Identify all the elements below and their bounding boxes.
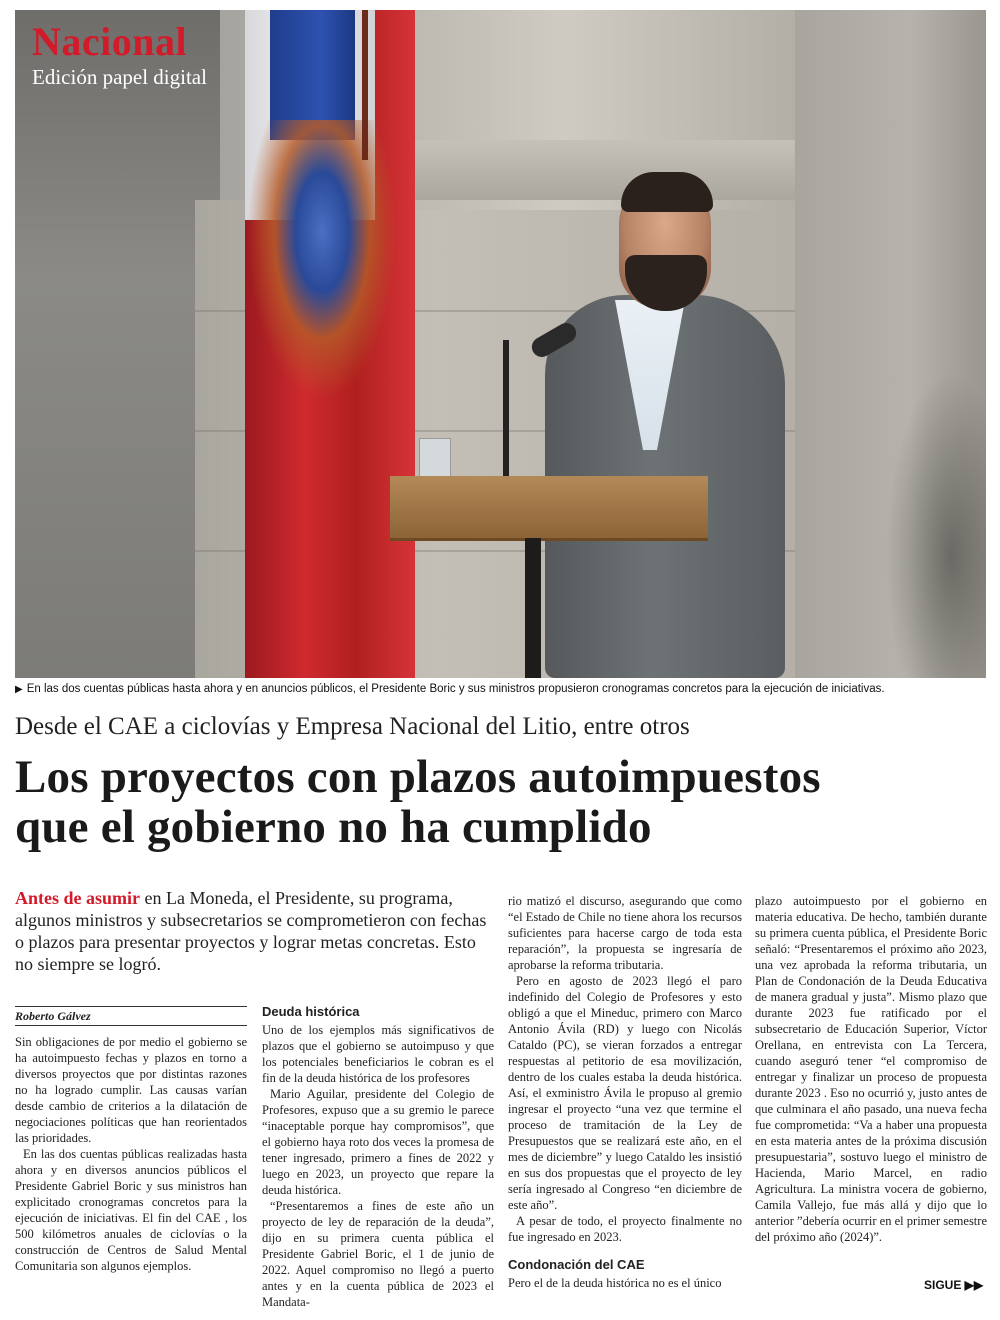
byline: Roberto Gálvez: [15, 1006, 247, 1026]
edition-label: Edición papel digital: [32, 65, 207, 89]
paragraph: Pero el de la deuda histórica no es el único: [508, 1276, 722, 1290]
photo-shadow: [885, 370, 986, 678]
lead-photo: [15, 10, 986, 678]
article-column-2: [262, 1004, 494, 1310]
section-title: Nacional: [32, 19, 188, 64]
article-headline: [15, 752, 986, 852]
flag-pole: [362, 10, 368, 160]
paragraph: En las dos cuentas públicas realizadas hasta ahora y en diversos anuncios públicos el Presidente Gabriel Boric y sus ministros han explicitado cronogramas concretos para la ejecución de iniciativas. El fin del CAE , los 500 kilómetros anuales de ciclovías o la construcción de Centros de Salud Mental Comunitaria son algunos ejemplos.: [15, 1147, 247, 1273]
speaker-hair: [621, 172, 713, 212]
paragraph: Sin obligaciones de por medio el gobierno se ha autoimpuesto fechas y plazos en torno a diversos proyectos que por distintas razones no ha logrado cumplir. Las causas varían desde cambio de criterios a la dilatación de negociaciones políticas que han reorientados las prioridades.: [15, 1035, 247, 1145]
continue-link[interactable]: SIGUE ▶▶: [924, 1278, 984, 1292]
section-masthead: [32, 20, 207, 90]
lead-highlight: Antes de asumir: [15, 888, 140, 908]
article-lead: [15, 887, 495, 975]
photo-caption: [15, 681, 986, 698]
article-column-3: [508, 893, 742, 1291]
paragraph: Pero en agosto de 2023 llegó el paro indefinido del Colegio de Profesores y esto obligó a que el Mineduc, primero con Marco Antonio Ávila (RD) y luego con Nicolás Cataldo (PC), se vieran forzados a entregar respuestas al petitorio de esa movilización, dentro de los cuales estaba la deuda histórica. Así, el exministro Ávila le propuso al gremio ingresar el proyecto “una vez que termine el proceso de tramitación de la Ley de Presupuestos que se realizará este año, en el mes de diciembre” y luego Cataldo les insistió en sus dos propuestas que el proyecto de ley sería ingresado al Congreso “en diciembre de este año”.: [508, 974, 742, 1212]
paragraph: plazo autoimpuesto por el gobierno en materia educativa. De hecho, también durante su primera cuenta pública, el Presidente Boric señaló: “Presentaremos el próximo año 2023, una vez aprobada la reforma tributaria, un Plan de Condonación de la Deuda Educativa de manera gradual y justa”. Mismo plazo que durante 2023 fue ratificado por el subsecretario de Educación Superior, Víctor Orellana, en entrevista con La Tercera, cuando aseguró tener “el compromiso de entregar y finalizar un proceso de propuesta durante 2023 . Eso no ocurrió y, justo antes de que culminara el año pasado, una nueva fecha fue comprometida: “Va a haber una propuesta en esta materia antes de la próxima discusión presupuestaria”, sostuvo luego el ministro de Hacienda, Mario Marcel, en radio Agricultura. La ministra vocera de gobierno, Camila Vallejo, fue más allá y dijo que lo anterior ”debería ocurrir en el primer semestre del próximo año (2024)”.: [755, 894, 987, 1244]
microphone-stand: [503, 340, 509, 480]
paragraph: rio matizó el discurso, asegurando que como “el Estado de Chile no tiene ahora los recursos suficientes para hacerse cargo de toda esta reparación”, la propuesta se ingresaría de aprobarse la reforma tributaria.: [508, 894, 742, 972]
article-kicker: Desde el CAE a ciclovías y Empresa Nacional del Litio, entre otros: [15, 713, 690, 740]
headline-line: que el gobierno no ha cumplido: [15, 801, 652, 853]
paragraph: Uno de los ejemplos más significativos de plazos que el gobierno se autoimpuso y que los potenciales beneficiarios le cobran es el fin de la deuda histórica de los profesores: [262, 1023, 494, 1085]
caption-text: En las dos cuentas públicas hasta ahora y en anuncios públicos, el Presidente Boric y sus ministros propusieron cronogramas concretos para la ejecución de iniciativas.: [26, 683, 885, 695]
photo-column-base: [345, 140, 825, 200]
subhead-condonacion-cae: Condonación del CAE: [508, 1257, 645, 1272]
paragraph: Mario Aguilar, presidente del Colegio de Profesores, expuso que a su gremio le parece “inaceptable porque hay compromisos”, que el gobierno haya roto dos veces la promesa de tener ingresado, primero a fines de 2022 y luego en 2023, un proyecto que repare la deuda histórica.: [262, 1087, 494, 1197]
paragraph: “Presentaremos a fines de este año un proyecto de ley de reparación de la deuda”, dijo en su primera cuenta pública el Presidente Gabriel Boric, el 1 de junio de 2022. Aquel compromiso no llegó a puerto antes y en la cuenta pública de 2023 el Mandata-: [262, 1199, 494, 1309]
podium: [390, 476, 708, 541]
article-column-1: [15, 1034, 247, 1274]
flag-crest: [247, 120, 397, 400]
podium-stand: [525, 538, 541, 678]
photo-wall: [15, 10, 220, 678]
paragraph: A pesar de todo, el proyecto finalmente no fue ingresado en 2023.: [508, 1214, 742, 1244]
subhead-deuda-historica: Deuda histórica: [262, 1004, 360, 1019]
lead-text: en La Moneda, el Presidente, su programa, algunos ministros y subsecretarios se comprometieron con fechas o plazos para presentar proyectos y lograr metas concretas. Esto no siempre se logró.: [15, 888, 487, 974]
article-column-4: [755, 893, 987, 1245]
caption-arrow-icon: ▶: [15, 684, 23, 695]
water-glass: [419, 438, 451, 478]
headline-line: Los proyectos con plazos autoimpuestos: [15, 751, 821, 803]
